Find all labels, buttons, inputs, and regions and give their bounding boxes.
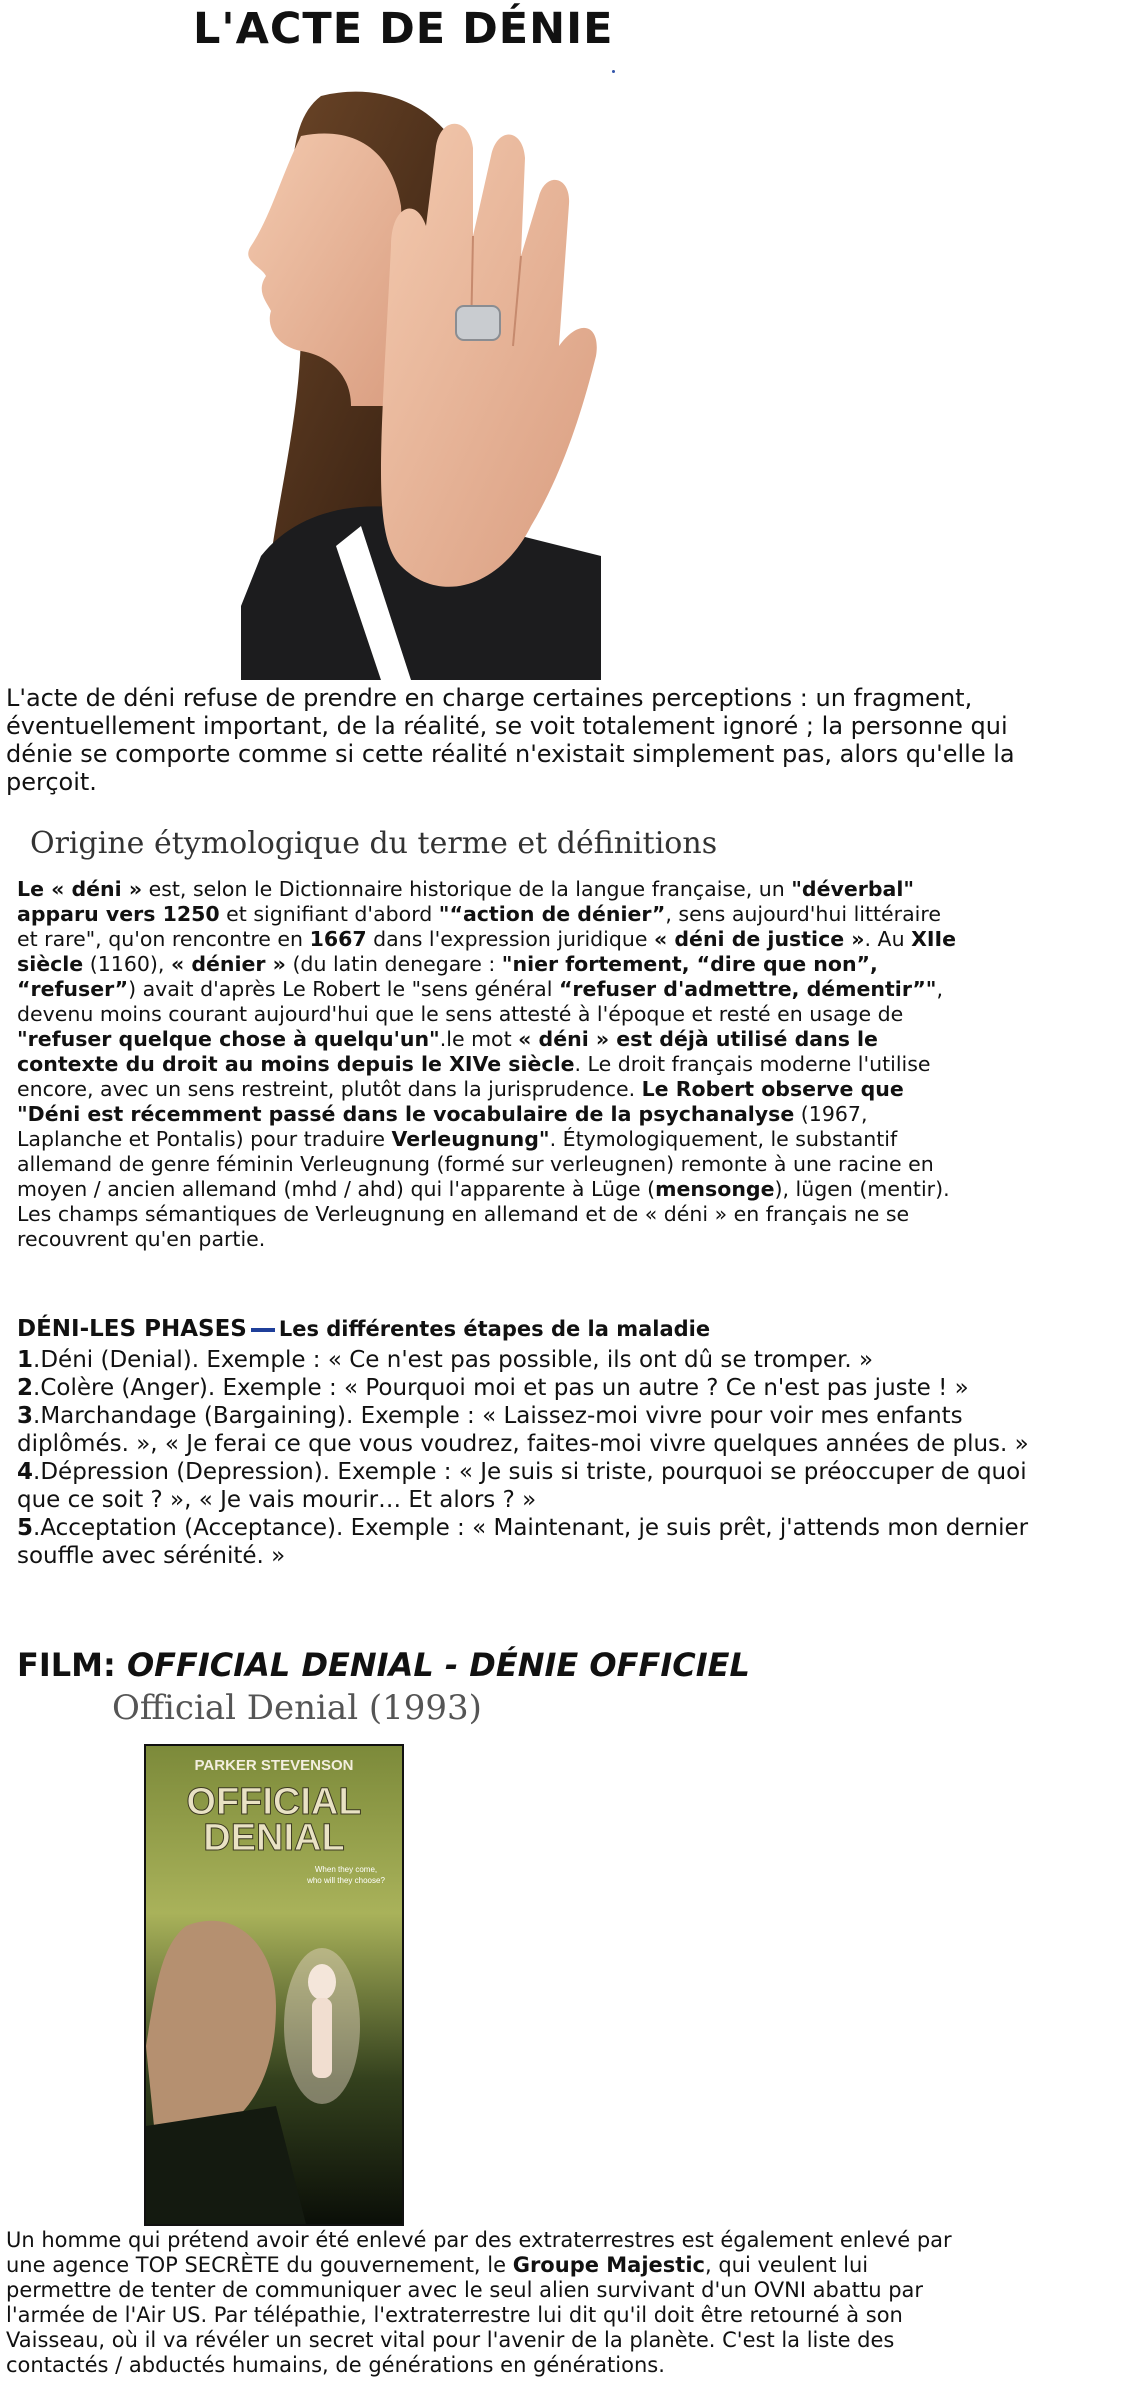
etymology-segment: dans l'expression juridique [366, 927, 654, 951]
film-description [6, 2228, 966, 2378]
movie-poster [144, 1744, 404, 2226]
etymology-paragraph [17, 877, 957, 1252]
etymology-segment: (1967, Laplanche et Pontalis) pour traduire [17, 1102, 868, 1151]
etymology-segment: .le mot [439, 1027, 519, 1051]
etymology-segment: "“action de dénier” [438, 902, 666, 926]
etymology-segment: « dénier » [170, 952, 286, 976]
etymology-segment: "nier fortement, “dire que non”, “refuser” [17, 952, 878, 1001]
phases-heading [17, 1316, 710, 1342]
etymology-segment: . Le droit français moderne l'utilise encore, avec un sens restreint, plutôt dans la jurisprudence. [17, 1052, 931, 1101]
etymology-segment: . Étymologiquement, le substantif allemand de genre féminin Verleugnung (formé sur verleugnen) remonte à une racine en moyen / ancien allemand (mhd / ahd) qui l'apparente à Lüge ( [17, 1127, 934, 1201]
etymology-segment: (du latin denegare : [285, 952, 502, 976]
poster-tagline-2: who will they choose? [307, 1876, 385, 1885]
etymology-segment: , devenu moins courant aujourd'hui que le sens attesté à l'époque et resté en usage de [17, 977, 944, 1026]
phases-title: DÉNI-LES PHASES [17, 1316, 247, 1342]
phase-item: 4.Dépression (Depression). Exemple : « Je suis si triste, pourquoi se préoccuper de quoi que ce soit ? », « Je vais mourir… Et alors ? » [17, 1459, 1027, 1513]
poster-title-1: OFFICIAL [186, 1781, 362, 1823]
etymology-segment: Le Robert observe que "Déni est récemment passé dans le vocabulaire de la psychanalyse [17, 1077, 904, 1126]
phases-list [17, 1346, 1072, 1570]
etymology-segment: ) avait d'après Le Robert le "sens général [128, 977, 559, 1001]
phase-item: 3.Marchandage (Bargaining). Exemple : « Laissez-moi vivre pour voir mes enfants diplômés. », « Je ferai ce que vous voudrez, faites-moi vivre quelques années de plus. » [17, 1403, 1029, 1457]
film-heading: FILM: OFFICIAL DENIAL - DÉNIE OFFICIEL [17, 1646, 750, 1684]
etymology-segment: et signifiant d'abord [219, 902, 439, 926]
film-description-segment: Un homme qui prétend avoir été enlevé par des extraterrestres est également enlevé par une agence TOP SECRÈTE du gouvernement, le [6, 2228, 952, 2277]
etymology-segment: , sens aujourd'hui littéraire et rare", qu'on rencontre en [17, 902, 941, 951]
phase-item: 1.Déni (Denial). Exemple : « Ce n'est pas possible, ils ont dû se tromper. » [17, 1347, 874, 1373]
film-description-segment: , qui veulent lui permettre de tenter de communiquer avec le seul alien survivant d'un OVNI abattu par l'armée de l'Air US. Par télépathie, l'extraterrestre lui dit qu'il doit être retourné à son Vaisseau, où il va révéler un secret vital pour l'avenir de la planète. C'est la liste des contactés / abductés humains, de générations en générations. [6, 2253, 924, 2377]
etymology-segment: XIIe siècle [17, 927, 957, 976]
film-description-segment: Groupe Majestic [512, 2253, 705, 2277]
film-subtitle: Official Denial (1993) [112, 1688, 482, 1728]
accent-dash [251, 1328, 275, 1332]
etymology-segment: "refuser quelque chose à quelqu'un" [17, 1027, 440, 1051]
etymology-segment: ), lügen (mentir). Les champs sémantiques de Verleugnung en allemand et de « déni » en français ne se recouvrent qu'en partie. [17, 1177, 950, 1251]
etymology-segment: est, selon le Dictionnaire historique de la langue française, un [142, 877, 792, 901]
poster-tagline-1: When they come, [314, 1865, 378, 1874]
woman-hand-raised-photo [241, 86, 601, 680]
phase-item: 5.Acceptation (Acceptance). Exemple : « Maintenant, je suis prêt, j'attends mon dernier souffle avec sérénité. » [17, 1515, 1029, 1569]
etymology-segment: mensonge [655, 1177, 775, 1201]
etymology-segment: (1160), [83, 952, 171, 976]
poster-title-2: DENIAL [203, 1817, 345, 1859]
page-title: L'ACTE DE DÉNIE [193, 4, 614, 54]
etymology-segment: Verleugnung" [391, 1127, 550, 1151]
decorative-dot [612, 70, 615, 73]
etymology-segment: . Au [864, 927, 912, 951]
phases-subtitle: Les différentes étapes de la maladie [278, 1317, 711, 1341]
etymology-segment: « déni de justice » [654, 927, 865, 951]
film-title: OFFICIAL DENIAL - DÉNIE OFFICIEL [126, 1646, 750, 1684]
etymology-segment: 1667 [309, 927, 367, 951]
intro-paragraph: L'acte de déni refuse de prendre en charge certaines perceptions : un fragment, éventuellement important, de la réalité, se voit totalement ignoré ; la personne qui dénie se comporte comme si cette réalité n'existait simplement pas, alors qu'elle la perçoit. [6, 684, 1015, 796]
poster-actor: PARKER STEVENSON [194, 1757, 354, 1774]
origin-heading: Origine étymologique du terme et définitions [30, 826, 718, 861]
etymology-segment: “refuser d'admettre, démentir”" [558, 977, 937, 1001]
etymology-segment: « déni » est déjà utilisé dans le contexte du droit au moins depuis le XIVe siècle [17, 1027, 878, 1076]
etymology-segment: "déverbal" apparu vers 1250 [17, 877, 915, 926]
phase-item: 2.Colère (Anger). Exemple : « Pourquoi moi et pas un autre ? Ce n'est pas juste ! » [17, 1375, 969, 1401]
etymology-segment: Le « déni » [17, 877, 143, 901]
